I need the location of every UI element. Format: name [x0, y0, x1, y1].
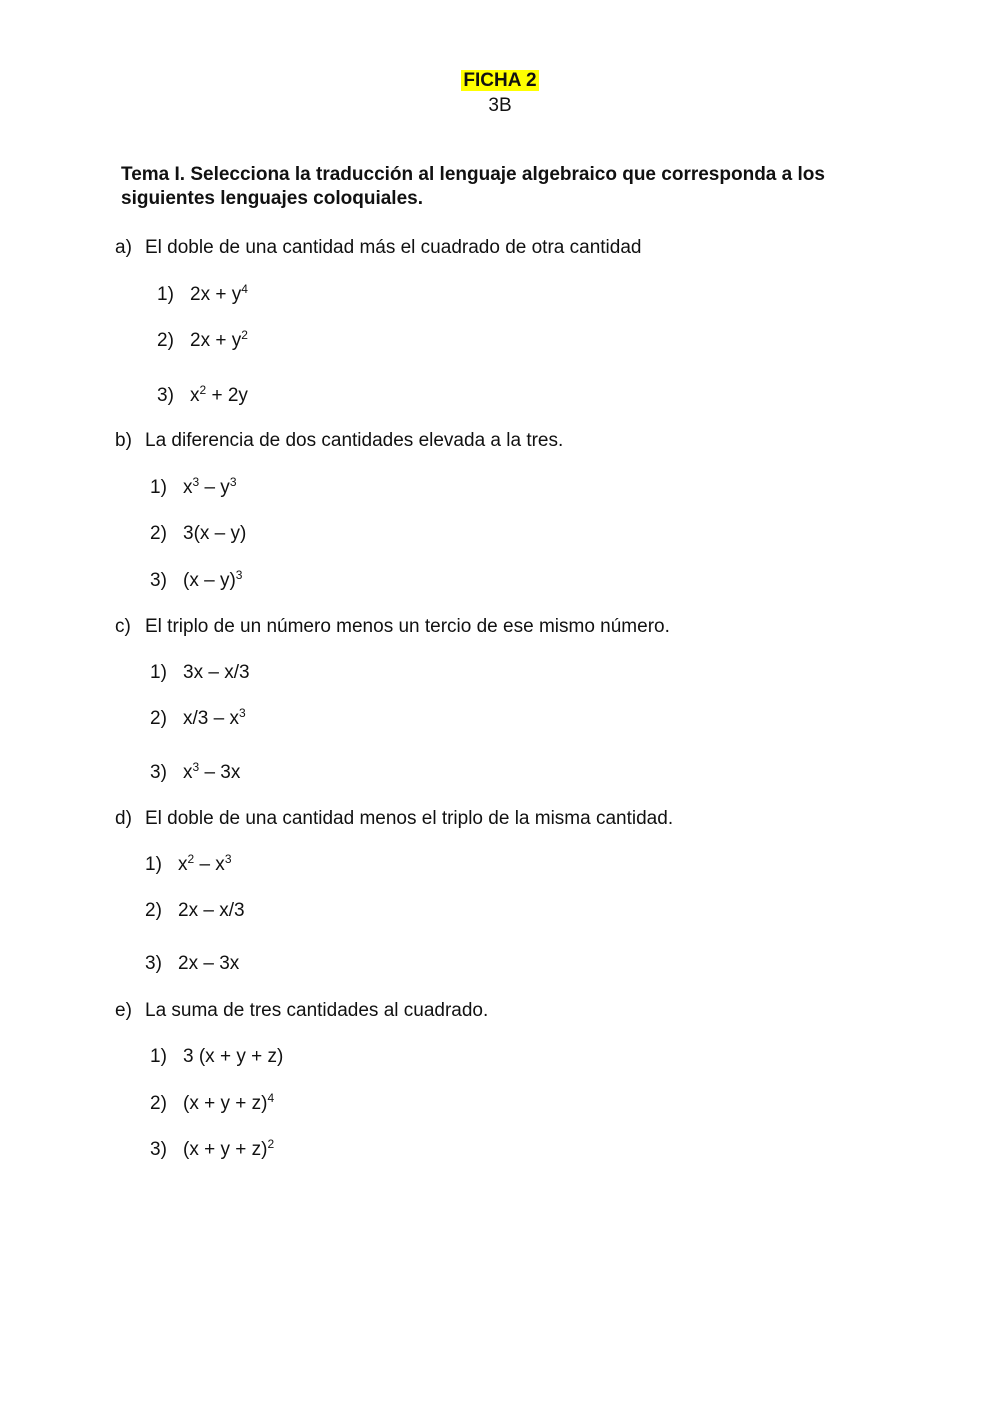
expression-text: – 3x — [199, 762, 241, 783]
option-expression — [183, 708, 246, 729]
option-number: 3) — [157, 385, 174, 406]
expression-text: 2x – x/3 — [178, 900, 245, 921]
expression-text: 3 (x + y + z) — [183, 1046, 284, 1067]
expression-text: (x – y) — [183, 570, 236, 591]
option-expression — [183, 523, 246, 544]
exponent: 4 — [267, 1091, 275, 1105]
option-expression — [178, 953, 239, 974]
option-expression — [183, 570, 242, 591]
exponent: 3 — [192, 760, 200, 774]
expression-text: 2x + y — [190, 284, 242, 305]
answer-option[interactable] — [150, 523, 246, 545]
question-label: d) — [115, 808, 132, 829]
question-text: El triplo de un número menos un tercio de ese mismo número. — [145, 616, 670, 637]
option-expression — [183, 1093, 274, 1114]
expression-text: + 2y — [206, 385, 248, 406]
exponent: 2 — [187, 852, 195, 866]
answer-option[interactable] — [150, 1093, 274, 1115]
question-c — [115, 616, 670, 638]
question-label: c) — [115, 616, 131, 637]
option-expression — [190, 385, 248, 406]
option-number: 3) — [145, 953, 162, 974]
expression-text: – x — [194, 854, 225, 875]
option-number: 1) — [150, 477, 167, 498]
question-text: La diferencia de dos cantidades elevada a la tres. — [145, 430, 564, 451]
expression-text: 3(x – y) — [183, 523, 247, 544]
answer-option[interactable] — [157, 385, 248, 407]
expression-text: 2x – 3x — [178, 953, 240, 974]
expression-text: x — [178, 854, 188, 875]
page-title: FICHA 2 — [463, 70, 537, 91]
answer-option[interactable] — [150, 1046, 283, 1068]
answer-option[interactable] — [157, 284, 248, 306]
option-expression — [190, 284, 248, 305]
option-expression — [183, 477, 237, 498]
option-expression — [178, 900, 245, 921]
expression-text: (x + y + z) — [183, 1139, 268, 1160]
option-number: 1) — [157, 284, 174, 305]
expression-text: (x + y + z) — [183, 1093, 268, 1114]
exponent: 3 — [235, 568, 243, 582]
answer-option[interactable] — [150, 570, 242, 592]
exponent: 3 — [224, 852, 232, 866]
exponent: 2 — [241, 328, 248, 342]
expression-text: 2x + y — [190, 330, 242, 351]
option-number: 2) — [157, 330, 174, 351]
option-number: 3) — [150, 570, 167, 591]
question-label: b) — [115, 430, 132, 451]
question-e — [115, 1000, 488, 1022]
option-expression — [178, 854, 232, 875]
option-number: 3) — [150, 1139, 167, 1160]
option-number: 2) — [150, 708, 167, 729]
exponent: 2 — [267, 1137, 275, 1151]
expression-text: – y — [199, 477, 230, 498]
answer-option[interactable] — [157, 330, 248, 352]
answer-option[interactable] — [145, 900, 245, 922]
answer-option[interactable] — [145, 854, 232, 876]
expression-text: x — [183, 762, 193, 783]
answer-option[interactable] — [150, 1139, 274, 1161]
option-number: 2) — [150, 1093, 167, 1114]
exponent: 4 — [241, 282, 248, 296]
answer-option[interactable] — [150, 708, 246, 730]
option-expression — [183, 1046, 283, 1067]
page-subtitle: 3B — [488, 95, 512, 116]
answer-option[interactable] — [150, 762, 240, 784]
option-number: 1) — [145, 854, 162, 875]
question-text: La suma de tres cantidades al cuadrado. — [145, 1000, 489, 1021]
option-expression — [183, 762, 240, 783]
question-b — [115, 430, 563, 452]
question-text: El doble de una cantidad más el cuadrado de otra cantidad — [145, 237, 642, 258]
expression-text: x/3 – x — [183, 708, 239, 729]
option-number: 1) — [150, 1046, 167, 1067]
question-d — [115, 808, 673, 830]
instructions: Tema I. Selecciona la traducción al lenguaje algebraico que corresponda a los siguientes lenguajes coloquiales. — [121, 164, 825, 209]
answer-option[interactable] — [150, 477, 237, 499]
question-a — [115, 237, 641, 259]
expression-text: x — [183, 477, 193, 498]
question-text: El doble de una cantidad menos el triplo de la misma cantidad. — [145, 808, 674, 829]
exponent: 3 — [192, 475, 200, 489]
answer-option[interactable] — [145, 953, 239, 975]
option-number: 2) — [145, 900, 162, 921]
question-label: a) — [115, 237, 132, 258]
option-expression — [183, 662, 250, 683]
option-expression — [190, 330, 248, 351]
exponent: 3 — [238, 706, 246, 720]
option-number: 2) — [150, 523, 167, 544]
expression-text: 3x – x/3 — [183, 662, 250, 683]
answer-option[interactable] — [150, 662, 250, 684]
question-label: e) — [115, 1000, 132, 1021]
expression-text: x — [190, 385, 200, 406]
exponent: 3 — [229, 475, 237, 489]
option-expression — [183, 1139, 274, 1160]
exponent: 2 — [199, 383, 207, 397]
option-number: 1) — [150, 662, 167, 683]
option-number: 3) — [150, 762, 167, 783]
